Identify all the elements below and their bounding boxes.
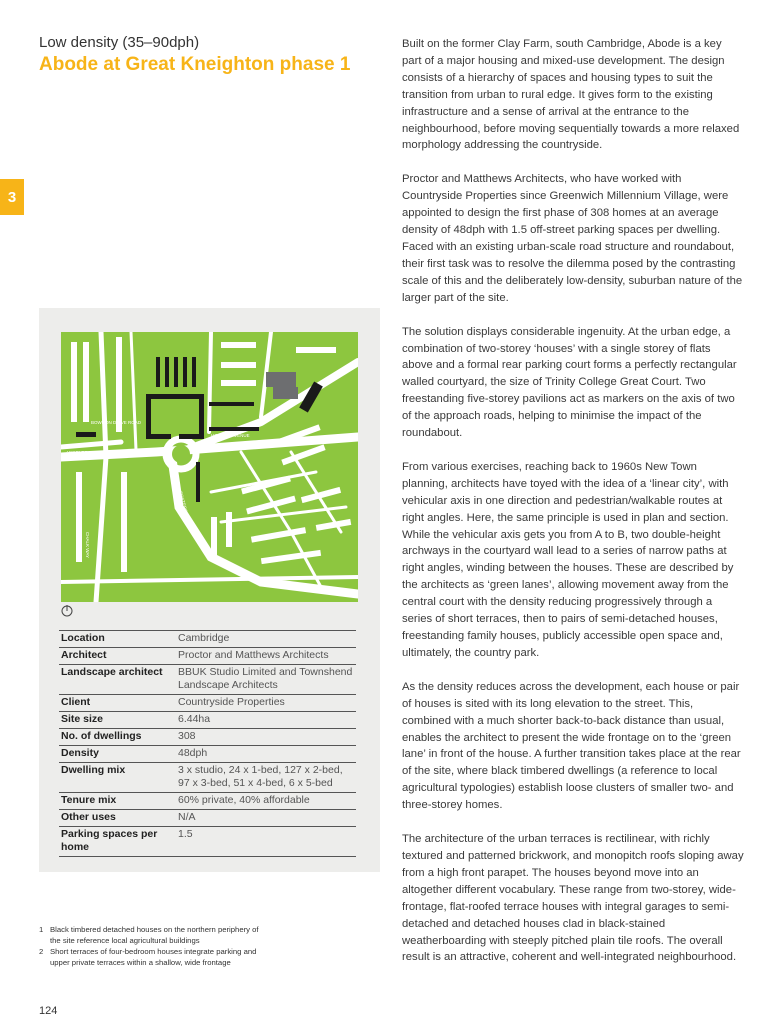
site-plan-map: [61, 332, 358, 602]
page-number: 124: [39, 1005, 58, 1017]
spec-value: N/A: [178, 811, 196, 823]
page-title: Abode at Great Kneighton phase 1: [39, 54, 351, 75]
body-paragraph: From various exercises, reaching back to 1960s New Town planning, architects have toyed with the idea of a ‘linear city’, with vehicular axis in one direction and pedestrian/walkable routes at right angles. Here, the same principle is used in plan and section. While the vehicular axis gets you from A to B, two double-height archways in the courtyard wall lead to a series of narrow paths at right angles, winding between the houses. These are described by the architects as ‘green lanes’, allowing movement away from the central court with the density reducing progressively through a series of short terraces, then to pairs of semi-detached houses, freestanding family houses, publicly accessible open space and, ultimately, the country park.: [402, 460, 734, 659]
caption-item: [39, 946, 264, 968]
spec-value: 308: [178, 730, 196, 742]
spec-value: 48dph: [178, 747, 208, 759]
spec-row: [59, 810, 356, 827]
figure-captions: [39, 924, 264, 968]
north-arrow-icon: [61, 605, 73, 620]
road-label: FOSTERS ROAD: [178, 490, 193, 527]
spec-value: BBUK Studio Limited and Townshend Landscape Architects: [178, 666, 353, 691]
caption-text: Short terraces of four-bedroom houses integrate parking and upper private terraces within a shallow, wide frontage: [50, 947, 257, 967]
spec-label: Dwelling mix: [61, 764, 126, 776]
spec-row: [59, 712, 356, 729]
road-label: ADDENBROOKE'S ROAD: [66, 450, 120, 455]
article-body: [402, 36, 744, 983]
spec-row: [59, 648, 356, 665]
spec-label: Site size: [61, 713, 104, 725]
spec-label: Client: [61, 696, 91, 708]
spec-value: Proctor and Matthews Architects: [178, 649, 329, 661]
spec-row: [59, 746, 356, 763]
project-panel: [39, 308, 380, 872]
caption-number: 2: [39, 947, 44, 956]
road-label: BOWDON DRIVE ROAD: [91, 420, 142, 425]
spec-label: Parking spaces per home: [61, 828, 158, 853]
spec-row: [59, 695, 356, 712]
road-label: HOBSON AVENUE: [211, 433, 250, 438]
spec-value: 6.44ha: [178, 713, 211, 725]
spec-value: Countryside Properties: [178, 696, 285, 708]
spec-label: Location: [61, 632, 105, 644]
spec-label: No. of dwellings: [61, 730, 142, 742]
spec-row: [59, 763, 356, 793]
body-paragraph: Proctor and Matthews Architects, who have worked with Countryside Properties since Greenwich Millennium Village, were appointed to design the first phase of 308 homes at an average density of 48dph with 1.5 off-street parking spaces per dwelling. Faced with an existing urban-scale road structure and roundabout, their first task was to resolve the dilemma posed by the contrasting scale of this and the deliberately low-density, suburban nature of the larger part of the site.: [402, 173, 743, 304]
spec-label: Architect: [61, 649, 107, 661]
spec-row: [59, 793, 356, 810]
body-paragraph: As the density reduces across the development, each house or pair of houses is sited with its long elevation to the street. This, combined with a much shorter back-to-back distance than usual, enables the architect to present the wide frontage on to the ‘green lane’ in front of the house. A further transition takes place at the rear of the site, where black timbered dwellings (a reference to local agricultural typologies) establish loose clusters of smaller two- and three-storey homes.: [402, 680, 741, 812]
spec-row: [59, 827, 356, 857]
caption-item: [39, 924, 264, 946]
spec-row: [59, 631, 356, 648]
spec-label: Density: [61, 747, 99, 759]
spec-label: Landscape architect: [61, 666, 163, 678]
page-subtitle: Low density (35–90dph): [39, 34, 200, 51]
spec-row: [59, 729, 356, 746]
body-paragraph: Built on the former Clay Farm, south Cambridge, Abode is a key part of a major housing and mixed-use development. The design consists of a hierarchy of spaces and housing types to suit the transition from urban to rural edge. It gives form to the existing infrastructure and a sense of arrival at the entrance to the neighbourhood, before moving sequentially towards a more relaxed morphology addressing the countryside.: [402, 38, 740, 152]
spec-value: 1.5: [178, 828, 193, 840]
chapter-number: 3: [7, 188, 17, 206]
project-specs-table: [59, 630, 356, 857]
spec-value: 60% private, 40% affordable: [178, 794, 310, 806]
body-paragraph: The solution displays considerable ingenuity. At the urban edge, a combination of two-storey ‘houses’ with a single storey of flats above and a formal rear parking court forms a perfectly rectangular walled courtyard, the size of Trinity College Great Court. Two freestanding five-storey pavilions act as markers on the axis of two of the approach roads, helping to minimise the impact of the roundabout.: [402, 325, 737, 440]
caption-number: 1: [39, 925, 44, 934]
caption-text: Black timbered detached houses on the northern periphery of the site reference local agricultural buildings: [50, 925, 259, 945]
chapter-tab: [0, 179, 24, 215]
spec-label: Other uses: [61, 811, 116, 823]
spec-label: Tenure mix: [61, 794, 117, 806]
spec-value: 3 x studio, 24 x 1-bed, 127 x 2-bed, 97 x 3-bed, 51 x 4-bed, 6 x 5-bed: [178, 764, 343, 789]
road-label: CHALK WAY: [85, 532, 90, 559]
spec-value: Cambridge: [178, 632, 230, 644]
body-paragraph: The architecture of the urban terraces is rectilinear, with richly textured and patterned brickwork, and monopitch roofs sloping away from a high front parapet. The houses beyond move into an altogether different vocabulary. These range from two-storey, wide-frontage, flat-roofed terrace houses with integral garages to semi-detached and detached houses clad in black-stained weatherboarding with steeply pitched plain tile roofs. The overall result is an attractive, coherent and well-integrated neighbourhood.: [402, 833, 744, 964]
spec-row: [59, 665, 356, 695]
